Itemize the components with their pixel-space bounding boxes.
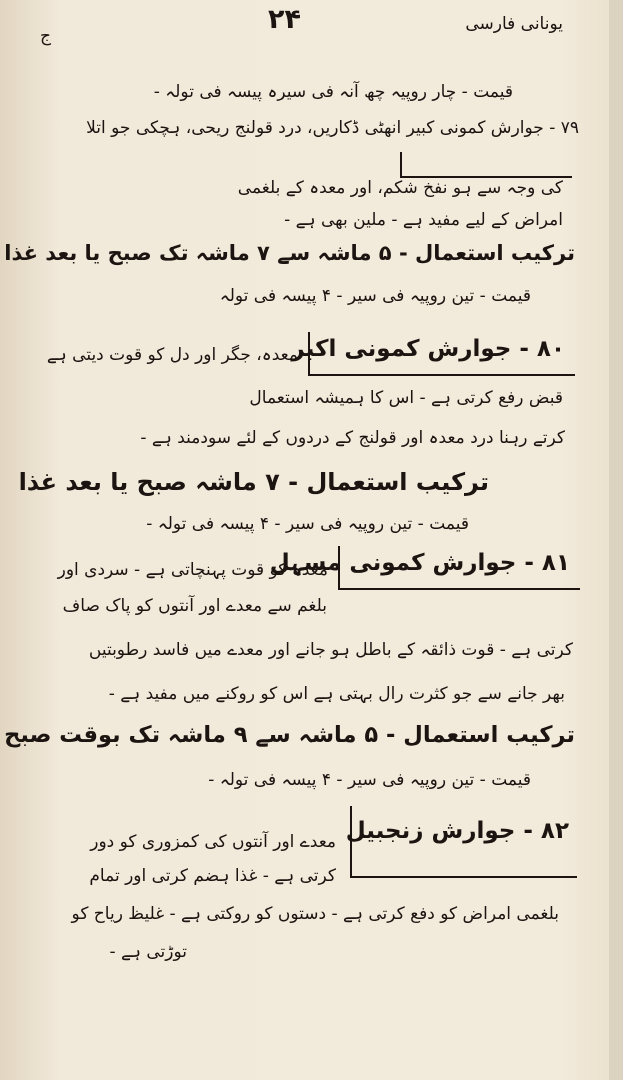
price-line-1: قیمت - چار روپیہ چھ آنہ فی سیرہ پیسہ فی تولہ - (153, 82, 513, 102)
entry-81-line-1: معدہ کو قوت پہنچاتی ہے - سردی اور (57, 560, 328, 580)
entry-82-box (345, 806, 577, 878)
entry-79-box (400, 152, 572, 178)
entry-82-line-3: بلغمی امراض کو دفع کرتی ہے - دستوں کو روکتی ہے - غلیظ ریاح کو (71, 904, 559, 924)
corner-mark: ج (40, 26, 51, 46)
usage-line-1: ترکیب استعمال - ۵ ماشہ سے ۷ ماشہ تک صبح یا بعد غذا (4, 240, 575, 265)
usage-line-3: ترکیب استعمال - ۵ ماشہ سے ۹ ماشہ تک بوقت صبح (4, 722, 575, 748)
entry-79-line-2: کی وجہ سے ہو نفخ شکم، اور معدہ کے بلغمی (237, 178, 563, 198)
price-line-2: قیمت - تین روپیہ فی سیر - ۴ پیسہ فی تولہ (219, 286, 531, 306)
entry-81-line-3: کرتی ہے - قوت ذائقہ کے باطل ہو جانے اور معدے میں فاسد رطوبتیں (88, 640, 573, 660)
entry-81-line-2: بلغم سے معدے اور آنتوں کو پاک صاف (62, 596, 327, 616)
entry-80-box (291, 332, 575, 376)
entry-80-line-3: کرتے رہنا درد معدہ اور قولنج کے دردوں کے لئے سودمند ہے - (140, 428, 565, 448)
entry-79-line-3: امراض کے لیے مفید ہے - ملین بھی ہے - (284, 210, 563, 230)
page-number: ۲۴ (268, 4, 301, 35)
entry-81-box (269, 546, 580, 590)
entry-82-line-4: توڑتی ہے - (109, 942, 187, 962)
entry-80-heading: ۸۰ - جوارش کمونی اکبر (291, 336, 565, 362)
entry-82-line-1: معدے اور آنتوں کی کمزوری کو دور (90, 832, 336, 852)
entry-81-heading: ۸۱ - جوارش کمونی مسہل (269, 550, 570, 576)
entry-82-heading: ۸۲ - جوارش زنجبیل (345, 818, 569, 844)
entry-80-line-1: معدہ، جگر اور دل کو قوت دیتی ہے (46, 345, 298, 365)
price-line-3: قیمت - تین روپیہ فی سیر - ۴ پیسہ فی تولہ - (146, 514, 469, 534)
price-line-4: قیمت - تین روپیہ فی سیر - ۴ پیسہ فی تولہ - (208, 770, 531, 790)
entry-81-line-4: بھر جانے سے جو کثرت رال بہتی ہے اس کو روکنے میں مفید ہے - (108, 684, 565, 704)
entry-82-line-2: کرتی ہے - غذا ہضم کرتی اور تمام (89, 866, 336, 886)
entry-79-heading: ۷۹ - جوارش کمونی کبیر انھٹی ڈکاریں، درد قولنج ریحی، ہچکی جو اتلا (86, 118, 579, 138)
usage-line-2: ترکیب استعمال - ۷ ماشہ صبح یا بعد غذا (18, 468, 489, 496)
running-title: یونانی فارسی (465, 14, 563, 34)
page-edge (609, 0, 623, 1080)
entry-80-line-2: قبض رفع کرتی ہے - اس کا ہمیشہ استعمال (249, 388, 563, 408)
